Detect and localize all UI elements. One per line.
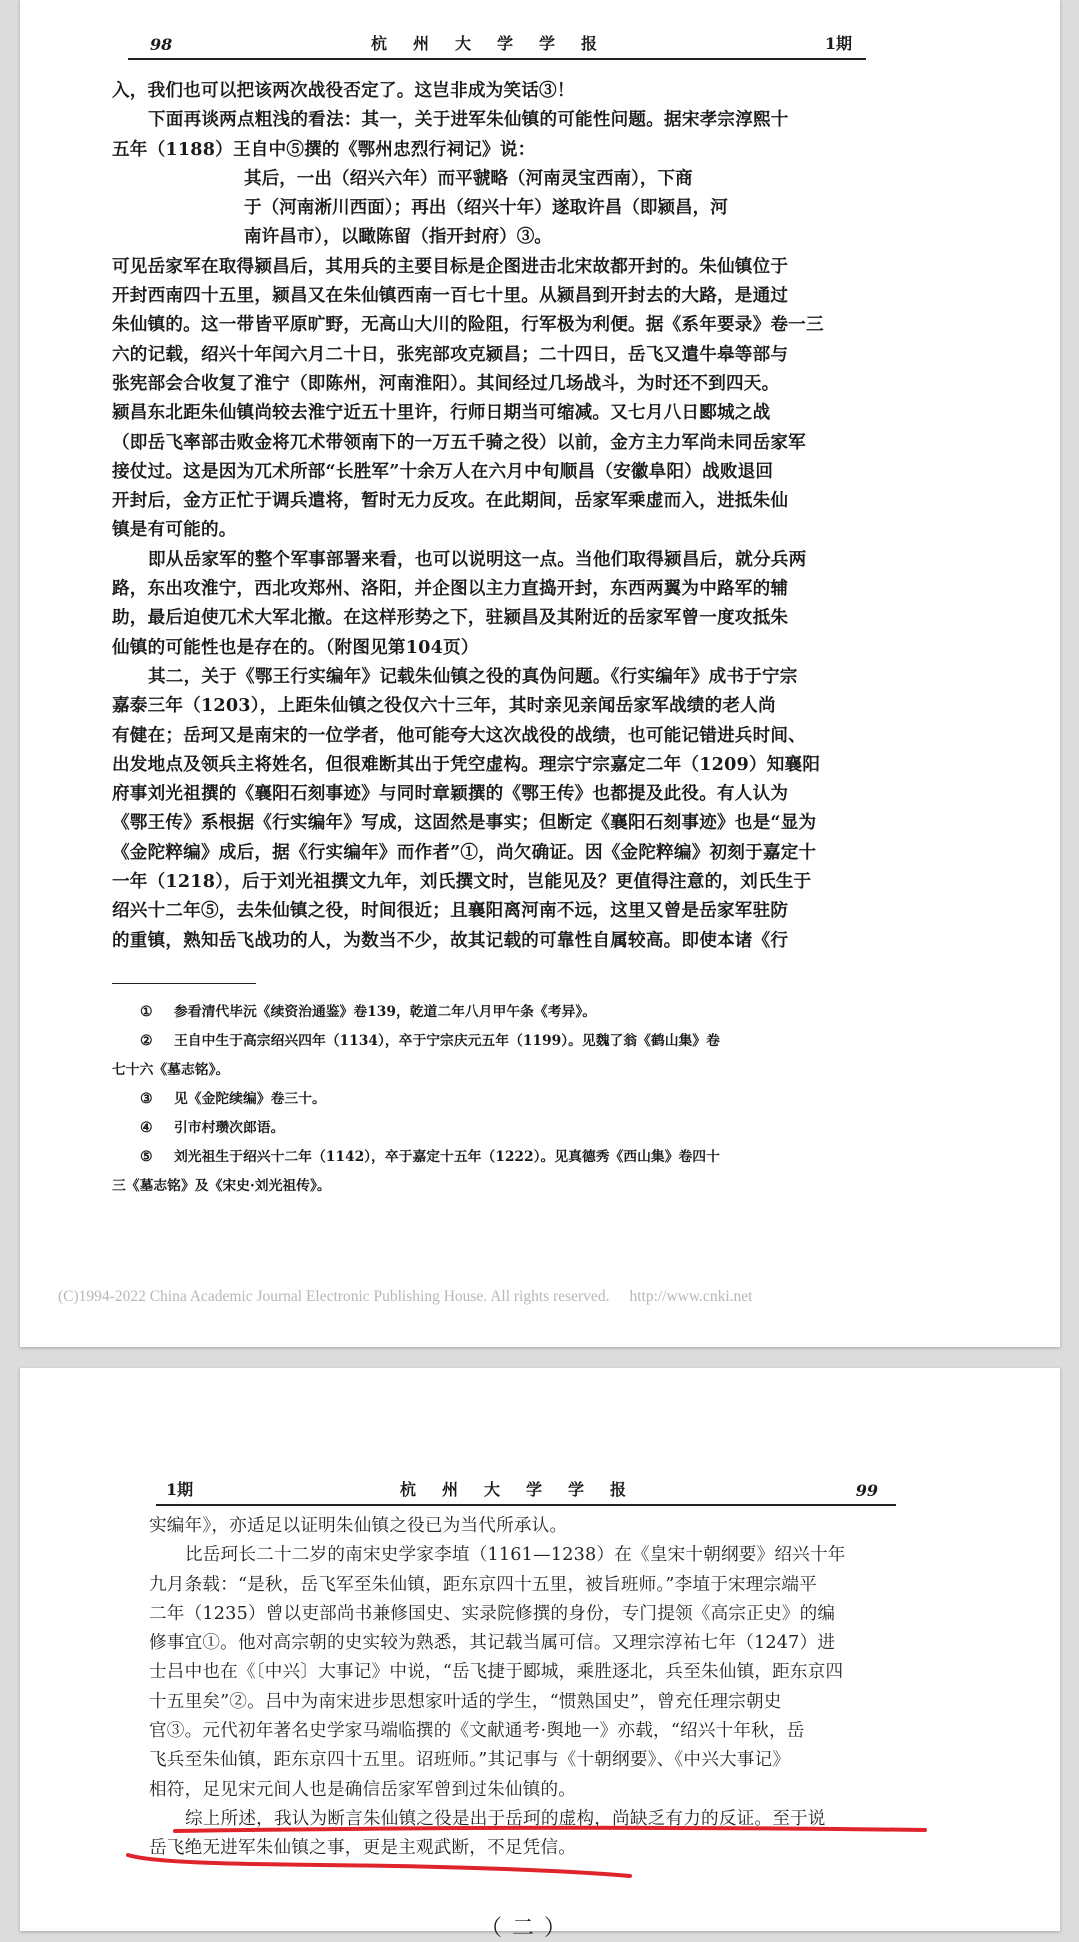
text-line: 嘉泰三年（1203），上距朱仙镇之役仅六十三年，其时亲见亲闻岳家军战绩的老人尚 <box>112 695 776 717</box>
text-line: 助，最后迫使兀术大军北撤。在这样形势之下，驻颍昌及其附近的岳家军曾一度攻抵朱 <box>112 607 789 629</box>
footnote-text: 见《金陀续编》卷三十。 <box>174 1091 326 1107</box>
text-line: 下面再谈两点粗浅的看法：其一，关于进军朱仙镇的可能性问题。据宋孝宗淳熙十 <box>148 109 789 131</box>
text-line: 修事宜①。他对高宗朝的史实较为熟悉，其记载当属可信。又理宗淳祐七年（1247）进 <box>149 1633 836 1654</box>
issue-number: 1期 <box>166 1480 194 1499</box>
footnote-text: 王自中生于高宗绍兴四年（1134），卒于宁宗庆元五年（1199）。见魏了翁《鹤山集》卷 <box>174 1033 720 1049</box>
text-line: 府事刘光祖撰的《襄阳石刻事迹》与同时章颖撰的《鄂王传》也都提及此役。有人认为 <box>112 783 789 805</box>
footnote-text: 参看清代毕沅《续资治通鉴》卷139，乾道二年八月甲午条《考异》。 <box>174 1004 597 1020</box>
footnote-mark: ③ <box>140 1091 153 1107</box>
text-line: 官③。元代初年著名史学家马端临撰的《文献通考·舆地一》亦载，“绍兴十年秋，岳 <box>149 1721 805 1742</box>
text-line: 可见岳家军在取得颍昌后，其用兵的主要目标是企图进击北宋故都开封的。朱仙镇位于 <box>112 255 789 277</box>
text-line: 《鄂王传》系根据《行实编年》写成，这固然是事实；但断定《襄阳石刻事迹》也是“显为 <box>112 812 817 834</box>
text-line: 开封后，金方正忙于调兵遣将，暂时无力反攻。在此期间，岳家军乘虚而入，进抵朱仙 <box>112 490 789 512</box>
text-line: 张宪部会合收复了淮宁（即陈州，河南淮阳）。其间经过几场战斗，为时还不到四天。 <box>112 372 780 394</box>
text-line: 镇是有可能的。 <box>112 519 237 541</box>
cnki-url: http://www.cnki.net <box>629 1288 753 1305</box>
page-99 <box>20 1368 1060 1941</box>
text-line: 绍兴十二年⑤，去朱仙镇之役，时间很近；且襄阳离河南不远，这里又曾是岳家军驻防 <box>112 900 789 922</box>
text-line: 飞兵至朱仙镇，距东京四十五里。诏班师。”其记事与《十朝纲要》、《中兴大事记》 <box>149 1750 791 1771</box>
text-line: 《金陀粹编》成后，据《行实编年》而作者”①，尚欠确证。因《金陀粹编》初刻于嘉定十 <box>112 841 817 863</box>
journal-title: 杭州大学学报 <box>370 34 623 53</box>
footnote <box>112 1027 720 1056</box>
footnotes <box>112 998 720 1201</box>
footnote-mark: ⑤ <box>140 1149 153 1165</box>
footnote <box>112 1114 720 1143</box>
quote-line: 南许昌市），以瞰陈留（指开封府）③。 <box>244 226 552 248</box>
text-line: 即从岳家军的整个军事部署来看，也可以说明这一点。当他们取得颍昌后，就分兵两 <box>148 548 807 570</box>
footnote-mark: ④ <box>140 1120 153 1136</box>
footnote-mark: ① <box>140 1004 153 1020</box>
text-line: 二年（1235）曾以吏部尚书兼修国史、实录院修撰的身份，专门提领《高宗正史》的编 <box>149 1603 836 1624</box>
text-line: 比岳珂长二十二岁的南宋史学家李埴（1161—1238）在《皇宋十朝纲要》绍兴十年 <box>185 1545 846 1566</box>
footnote-continuation: 三《墓志铭》及《宋史·刘光祖传》。 <box>112 1178 331 1194</box>
text-line: 综上所述，我认为断言朱仙镇之役是出于岳珂的虚构，尚缺乏有力的反证。至于说 <box>185 1808 826 1829</box>
text-line: （即岳飞率部击败金将兀术带领南下的一万五千骑之役）以前，金方主力军尚未同岳家军 <box>112 431 806 453</box>
footnote <box>112 1085 720 1114</box>
footnote-text: 引市村瓒次郎语。 <box>174 1120 285 1136</box>
text-line: 五年（1188）王自中⑤撰的《鄂州忠烈行祠记》说： <box>112 138 536 160</box>
text-line: 九月条载：“是秋，岳飞军至朱仙镇，距东京四十五里，被旨班师。”李埴于宋理宗端平 <box>149 1574 817 1595</box>
footnote-mark: ② <box>140 1033 153 1049</box>
text-line: 的重镇，熟知岳飞战功的人，为数当不少，故其记载的可靠性自属较高。即使本诸《行 <box>112 929 789 951</box>
page-header <box>156 1478 896 1506</box>
section-mark: （二） <box>480 1916 577 1941</box>
text-line: 其二，关于《鄂王行实编年》记载朱仙镇之役的真伪问题。《行实编年》成书于宁宗 <box>148 665 798 687</box>
text-line: 实编年》，亦适足以证明朱仙镇之役已为当代所承认。 <box>149 1516 568 1536</box>
page-header <box>128 32 866 60</box>
text-line: 一年（1218），后于刘光祖撰文九年，刘氏撰文时，岂能见及？更值得注意的，刘氏生于 <box>112 871 812 893</box>
text-line: 岳飞绝无进军朱仙镇之事，更是主观武断，不足凭信。 <box>149 1838 577 1859</box>
quote-line: 于（河南淅川西面）；再出（绍兴十年）遂取许昌（即颍昌，河 <box>244 197 728 219</box>
journal-title: 杭州大学学报 <box>399 1480 652 1499</box>
copyright-watermark <box>58 1288 752 1306</box>
copyright-text: (C)1994-2022 China Academic Journal Electronic Publishing House. All rights reserved. <box>58 1288 610 1305</box>
footnote <box>112 998 720 1027</box>
footnote-text: 刘光祖生于绍兴十二年（1142），卒于嘉定十五年（1222）。见真德秀《西山集》卷四十 <box>174 1149 720 1165</box>
footnote-continuation: 七十六《墓志铭》。 <box>112 1062 230 1078</box>
page-98 <box>20 0 1060 1347</box>
body-text <box>112 76 824 955</box>
footnote-divider <box>112 983 256 984</box>
text-line: 士吕中也在《〔中兴〕大事记》中说，“岳飞捷于郾城，乘胜逐北，兵至朱仙镇，距东京四 <box>149 1662 844 1683</box>
text-line: 开封西南四十五里，颍昌又在朱仙镇西南一百七十里。从颍昌到开封去的大路，是通过 <box>112 285 789 307</box>
page-number: 98 <box>150 35 173 54</box>
text-line: 仙镇的可能性也是存在的。（附图见第104页） <box>112 636 479 658</box>
text-line: 入，我们也可以把该两次战役否定了。这岂非成为笑话③！ <box>112 80 575 101</box>
issue-number: 1期 <box>824 34 852 53</box>
page-number: 99 <box>855 1481 878 1500</box>
quote-line: 其后，一出（绍兴六年）而平虢略（河南灵宝西南），下商 <box>244 167 693 189</box>
body-text <box>149 1512 846 1864</box>
footnote <box>112 1143 720 1172</box>
text-line: 相符，足见宋元间人也是确信岳家军曾到过朱仙镇的。 <box>149 1779 577 1800</box>
text-line: 接仗过。这是因为兀术所部“长胜军”十余万人在六月中旬顺昌（安徽阜阳）战败退回 <box>112 460 774 482</box>
text-line: 六的记载，绍兴十年闰六月二十日，张宪部攻克颍昌；二十四日，岳飞又遣牛皋等部与 <box>112 343 789 365</box>
text-line: 路，东出攻淮宁，西北攻郑州、洛阳，并企图以主力直捣开封，东西两翼为中路军的辅 <box>112 578 789 600</box>
text-line: 朱仙镇的。这一带皆平原旷野，无高山大川的险阻，行军极为利便。据《系年要录》卷一三 <box>112 314 824 336</box>
text-line: 有健在；岳珂又是南宋的一位学者，他可能夸大这次战役的战绩，也可能记错进兵时间、 <box>112 724 806 746</box>
text-line: 颍昌东北距朱仙镇尚较去淮宁近五十里许，行师日期当可缩减。又七月八日郾城之战 <box>112 402 771 424</box>
text-line: 出发地点及领兵主将姓名，但很难断其出于凭空虚构。理宗宁宗嘉定二年（1209）知襄阳 <box>112 753 821 775</box>
text-line: 十五里矣”②。吕中为南宋进步思想家叶适的学生，“惯熟国史”，曾充任理宗朝史 <box>149 1691 782 1712</box>
